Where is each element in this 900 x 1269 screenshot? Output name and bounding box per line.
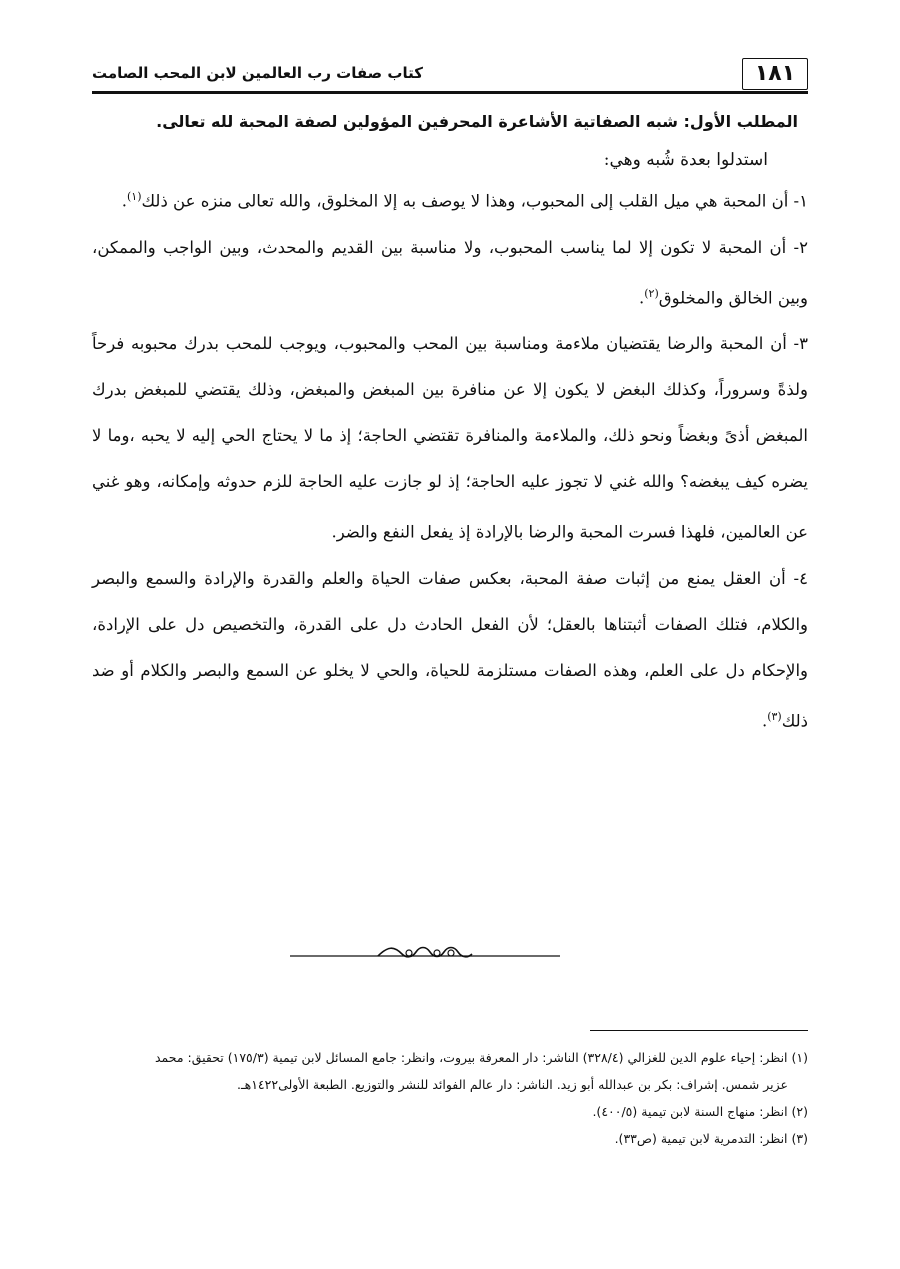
point-text: ١- أن المحبة هي ميل القلب إلى المحبوب، وهذا لا يوصف به إلا المخلوق، والله تعالى منزه عن ذلك — [141, 191, 808, 211]
intro-text: استدلوا بعدة شُبه وهي: — [603, 150, 768, 170]
ornament-divider-icon — [290, 942, 560, 966]
page-number-box: ١٨١ — [742, 58, 808, 90]
main-content — [92, 108, 808, 744]
point-1 — [92, 174, 808, 225]
footnote-ref[interactable]: (٣) — [767, 709, 782, 723]
footnote-1: (١) انظر: إحياء علوم الدين للغزالي (٣٢٨/٤) الناشر: دار المعرفة بيروت، وانظر: جامع المسائل لابن تيمية (١٧٥/٣) تحقيق: محمد — [154, 1050, 808, 1065]
point-end: . — [761, 711, 768, 730]
footnote-2: (٢) انظر: منهاج السنة لابن تيمية (٤٠٠/٥). — [592, 1104, 808, 1119]
footnote-ref[interactable]: (٢) — [644, 286, 659, 300]
book-title: كتاب صفات رب العالمين لابن المحب الصامت — [92, 64, 423, 82]
footnote-3: (٣) انظر: التدمرية لابن تيمية (ص٣٣). — [614, 1131, 808, 1146]
point-text: ٣- أن المحبة والرضا يقتضيان ملاءمة ومناسبة بين المحب والمحبوب، ويوجب للمحب بدرك محبوبه فرحاً ولذةً وسروراً، وكذلك البغض لا يكون إلا عن منافرة بين المبغض والمبغض، وذلك يقتضي للمبغض بدرك المبغض أذىً وبغضاً ونحو ذلك، والملاءمة والمنافرة تقتضي الحاجة؛ إذ ما لا يحتاج الحي إليه لا يحبه ،وما لا يضره كيف يبغضه؟ والله غني لا تجوز عليه الحاجة؛ إذ لو جازت عليه الحاجة للزم حدوثه وإمكانه، وهو غني عن العالمين، فلهذا فسرت المحبة والرضا بالإرادة إذ يفعل النفع والضر. — [92, 334, 808, 542]
point-end: . — [121, 191, 127, 211]
point-text: ٢- أن المحبة لا تكون إلا لما يناسب المحبوب، ولا مناسبة بين القديم والمحدث، وبين الواجب والممكن، وبين الخالق والمخلوق — [92, 237, 808, 307]
footnote-1-continued: عزير شمس. إشراف: بكر بن عبدالله أبو زيد. الناشر: دار عالم الفوائد للنشر والتوزيع. الطبعة الأولى١٤٢٢هـ. — [236, 1077, 788, 1092]
header-rule — [92, 91, 808, 94]
page-header — [92, 56, 808, 92]
point-3 — [92, 321, 808, 556]
footnotes — [92, 1044, 808, 1152]
point-end: . — [639, 288, 645, 307]
point-2 — [92, 225, 808, 322]
point-4 — [92, 556, 808, 745]
section-heading: المطلب الأول: شبه الصفاتية الأشاعرة المحرفين المؤولين لصفة المحبة لله تعالى. — [156, 112, 798, 131]
footnote-separator — [590, 1030, 808, 1031]
footnote-ref[interactable]: (١) — [127, 190, 142, 203]
point-text: ٤- أن العقل يمنع من إثبات صفة المحبة، بعكس صفات الحياة والعلم والقدرة والإرادة والسمع والبصر والكلام، فتلك الصفات أثبتناها بالعقل؛ لأن الفعل الحادث دل على القدرة، والتخصيص دل على الإرادة، والإحكام دل على العلم، وهذه الصفات مستلزمة للحياة، والحي لا يخلو عن السمع والبصر والكلام أو ضد ذلك — [92, 568, 808, 730]
